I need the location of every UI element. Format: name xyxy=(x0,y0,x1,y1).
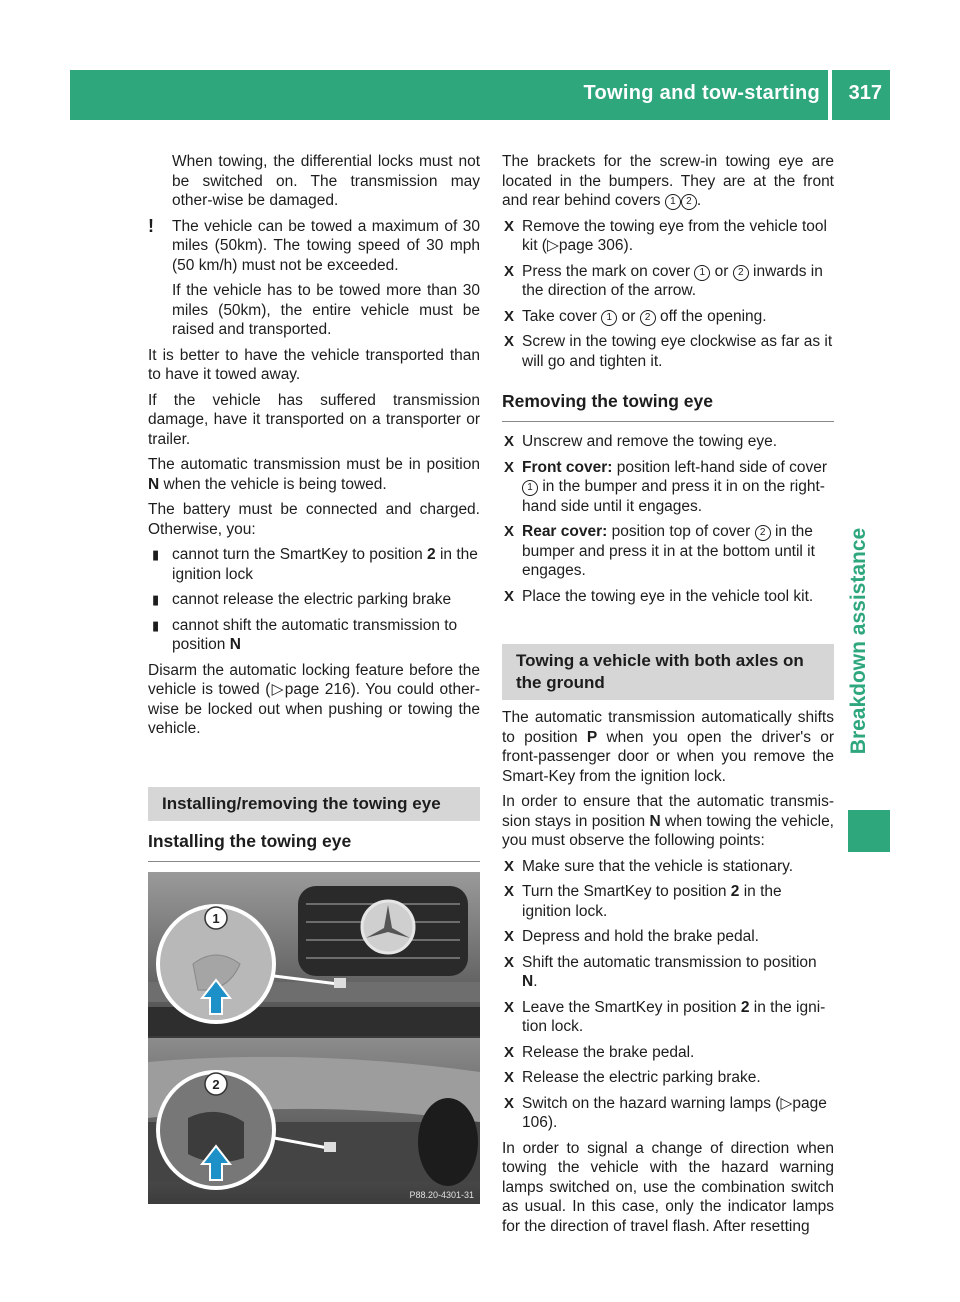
paragraph: In order to ensure that the automatic transmis-sion stays in position N when towing the vehicle, you must observe the following points: xyxy=(502,793,834,849)
step-icon: X xyxy=(504,1069,515,1086)
warning-block: ! The vehicle can be towed a maximum of 30 miles (50km). The towing speed of 30 mph (50 km/h) must not be exceeded. xyxy=(148,215,480,274)
differential-note: When towing, the differential locks must not be switched on. The transmission may other-wise be damaged. xyxy=(172,153,480,209)
step-icon: X xyxy=(504,928,515,945)
step-item: X Leave the SmartKey in position 2 in the igni-tion lock. xyxy=(504,998,826,1035)
page-ref-link[interactable]: page 106 xyxy=(522,1094,827,1131)
step-item: X Place the towing eye in the vehicle tool kit. xyxy=(504,587,814,605)
step-item: X Make sure that the vehicle is stationary. xyxy=(504,857,794,875)
page-ref-icon: ▷ xyxy=(270,681,285,698)
step-icon: X xyxy=(504,433,515,450)
page-header xyxy=(70,70,890,120)
figure-code: P88.20-4301-31 xyxy=(409,1189,474,1200)
left-column xyxy=(148,152,480,1204)
header-separator xyxy=(828,70,832,120)
step-icon: X xyxy=(504,217,515,235)
cover-2-icon: 2 xyxy=(681,194,697,210)
page-ref-link[interactable]: page 216 xyxy=(284,681,351,698)
bullet-icon: ▮ xyxy=(152,592,160,607)
subheading: Removing the towing eye xyxy=(502,389,834,422)
towing-eye-figure xyxy=(148,872,480,1204)
step-item: X Shift the automatic transmission to position N. xyxy=(504,953,817,990)
section-title: Towing a vehicle with both axles on the ground xyxy=(502,644,834,700)
step-icon: X xyxy=(504,333,515,350)
step-icon: X xyxy=(504,458,515,476)
chapter-title: Towing and tow-starting xyxy=(583,82,820,104)
step-icon: X xyxy=(504,1043,515,1061)
step-icon: X xyxy=(504,587,515,605)
step-item: X Release the brake pedal. xyxy=(504,1043,695,1061)
step-item: X Depress and hold the brake pedal. xyxy=(504,928,759,945)
side-tab-label: Breakdown assistance xyxy=(847,527,870,755)
step-item: X Turn the SmartKey to position 2 in the ignition lock. xyxy=(504,883,782,920)
paragraph: The battery must be connected and charged. Otherwise, you: xyxy=(148,501,480,538)
callout-2: 2 xyxy=(212,1076,220,1092)
step-item: X Rear cover: position top of cover 2 in the bumper and press it in at the bottom until it engages. xyxy=(504,523,815,579)
callout-1: 1 xyxy=(212,910,220,926)
step-item: X Front cover: position left-hand side of cover 1 in the bumper and press it in on the right-hand side until it engages. xyxy=(504,458,827,515)
paragraph: Disarm the automatic locking feature before the vehicle is towed (▷page 216). You could other-wise be locked out when pushing or towing the vehicle. xyxy=(148,661,481,737)
step-icon: X xyxy=(504,523,515,540)
step-item: X Unscrew and remove the towing eye. xyxy=(504,433,778,450)
paragraph: The automatic transmission must be in position N when the vehicle is being towed. xyxy=(148,456,480,493)
page-ref-icon: ▷ xyxy=(546,237,559,254)
step-icon: X xyxy=(504,857,515,875)
page-ref-icon: ▷ xyxy=(780,1094,793,1112)
paragraph: It is better to have the vehicle transported than to have it towed away. xyxy=(148,346,480,383)
paragraph: If the vehicle has suffered transmission damage, have it transported on a transporter or trailer. xyxy=(148,391,480,448)
step-icon: X xyxy=(504,262,515,280)
car-bumper-illustration xyxy=(148,872,480,1204)
cover-1-icon: 1 xyxy=(665,194,681,210)
step-icon: X xyxy=(504,1094,515,1112)
step-item: X Switch on the hazard warning lamps (▷page 106). xyxy=(504,1094,827,1131)
right-column xyxy=(502,152,834,1242)
page-ref-link[interactable]: page 306 xyxy=(558,237,624,254)
subheading: Installing the towing eye xyxy=(148,829,480,862)
step-icon: X xyxy=(504,883,515,900)
step-icon: X xyxy=(504,998,515,1016)
section-title: Installing/removing the towing eye xyxy=(148,787,480,821)
side-tab-marker xyxy=(848,810,890,852)
side-tab xyxy=(844,506,874,776)
step-item: X Screw in the towing eye clockwise as far as it will go and tighten it. xyxy=(504,333,833,370)
paragraph: The automatic transmission automatically shifts to position P when you open the driver's or front-passenger door or when you remove the Smart-Key from the ignition lock. xyxy=(502,709,834,785)
paragraph: The brackets for the screw-in towing eye are located in the bumpers. They are at the front and rear behind covers 1 2 . xyxy=(502,153,834,209)
step-item: X Release the electric parking brake. xyxy=(504,1069,761,1086)
list-item: ▮ cannot release the electric parking brake xyxy=(152,591,452,608)
paragraph: In order to signal a change of direction when towing the vehicle with the hazard warning lamps switched on, use the combination switch as usual. In this case, only the indicator lamps for the direction of travel flash. After resetting xyxy=(502,1139,834,1235)
step-item: X Press the mark on cover 1 or 2 inwards in the direction of the arrow. xyxy=(504,262,823,299)
list-item: ▮ cannot shift the automatic transmission to position N xyxy=(152,616,458,653)
page-number: 317 xyxy=(848,82,882,104)
step-item: X Remove the towing eye from the vehicle tool kit (▷page 306). xyxy=(504,217,827,254)
step-icon: X xyxy=(504,307,515,325)
bullet-icon: ▮ xyxy=(152,547,160,562)
warning-text-2: If the vehicle has to be towed more than 30 miles (50km), the entire vehicle must be raised and transported. xyxy=(172,282,480,338)
warning-icon: ! xyxy=(148,215,154,236)
list-item: ▮ cannot turn the SmartKey to position 2 in the ignition lock xyxy=(152,546,478,583)
step-icon: X xyxy=(504,953,515,971)
step-item: X Take cover 1 or 2 off the opening. xyxy=(504,307,767,325)
bullet-icon: ▮ xyxy=(152,617,160,633)
